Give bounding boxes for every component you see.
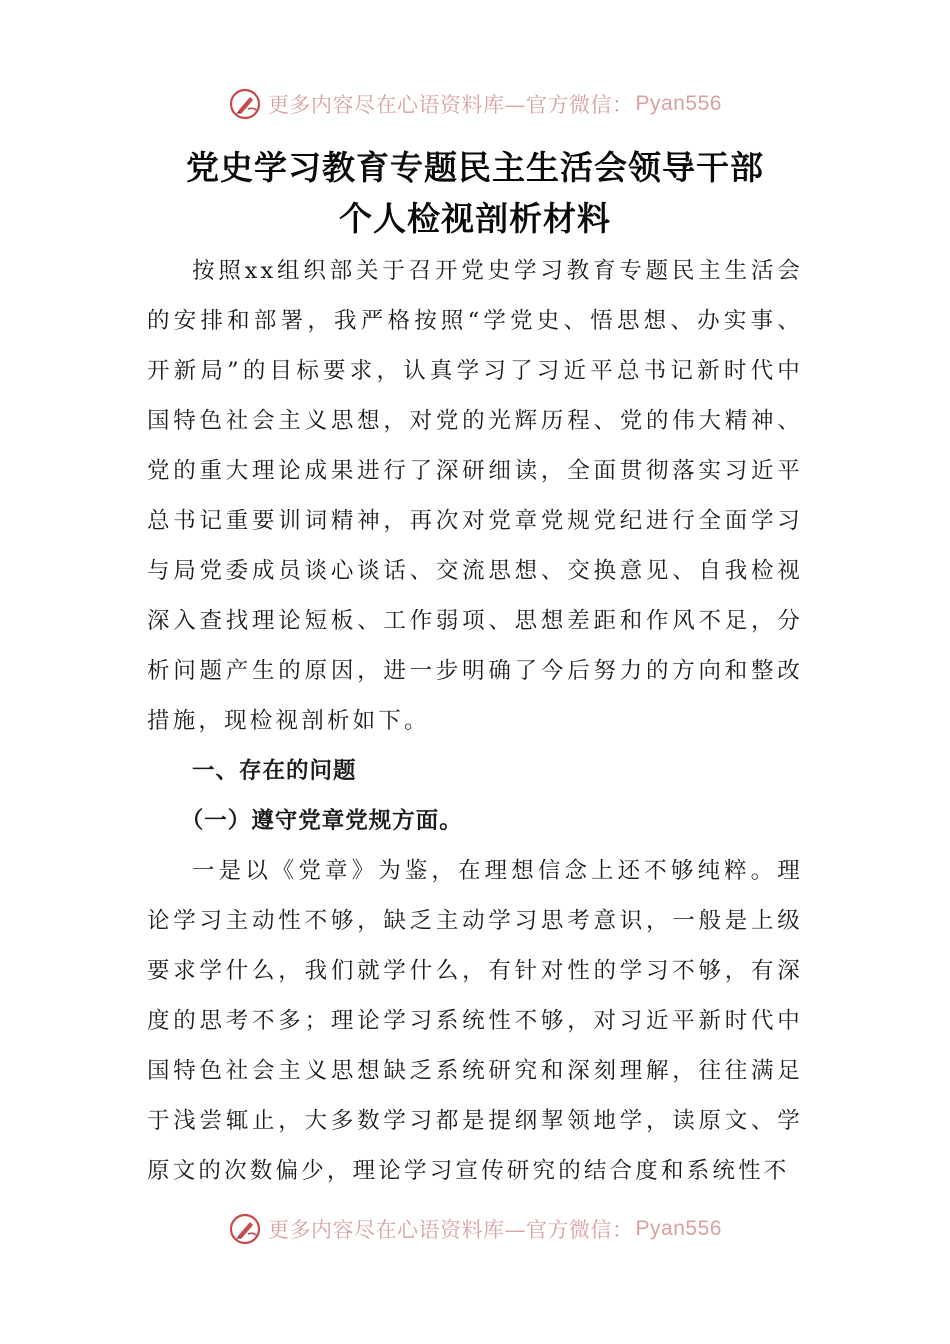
watermark-account: Pyan556 [635, 92, 722, 115]
body-paragraph: 一是以《党章》为鉴，在理想信念上还不够纯粹。理论学习主动性不够，缺乏主动学习思考意识，一般是上级要求学什么，我们就学什么，有针对性的学习不够，有深度的思考不多；理论学习系统性不够，对习近平新时代中国特色社会主义思想缺乏系统研究和深刻理解，往往满足于浅尝辄止，大多数学习都是提纲挈领地学，读原文、学原文的次数偏少，理论学习宣传研究的结合度和系统性不 [147, 858, 803, 1184]
pen-circle-logo-icon [228, 1212, 262, 1246]
watermark-header [0, 84, 950, 124]
document-title-line2: 个人检视剖析材料 [339, 199, 611, 238]
watermark-footer [0, 1209, 950, 1249]
document-body [147, 246, 803, 1196]
section-heading: 一、存在的问题 [192, 758, 357, 784]
pen-circle-logo-icon [228, 87, 262, 121]
intro-paragraph: 按照xx组织部关于召开党史学习教育专题民主生活会的安排和部署，我严格按照“学党史、悟思想、办实事、开新局”的目标要求，认真学习了习近平总书记新时代中国特色社会主义思想，对党的光辉历程、党的伟大精神、党的重大理论成果进行了深研细读，全面贯彻落实习近平总书记重要训词精神，再次对党章党规党纪进行全面学习与局党委成员谈心谈话、交流思想、交换意见、自我检视深入查找理论短板、工作弱项、思想差距和作风不足，分析问题产生的原因，进一步明确了今后努力的方向和整改措施，现检视剖析如下。 [147, 258, 803, 734]
watermark-text: 更多内容尽在心语资料库—官方微信： [268, 1218, 634, 1242]
watermark-account: Pyan556 [635, 1217, 722, 1240]
document-title-line1: 党史学习教育专题民主生活会领导干部 [186, 148, 764, 187]
subsection-heading: （一）遵守党章党规方面。 [180, 808, 463, 834]
watermark-text: 更多内容尽在心语资料库—官方微信： [268, 93, 634, 117]
